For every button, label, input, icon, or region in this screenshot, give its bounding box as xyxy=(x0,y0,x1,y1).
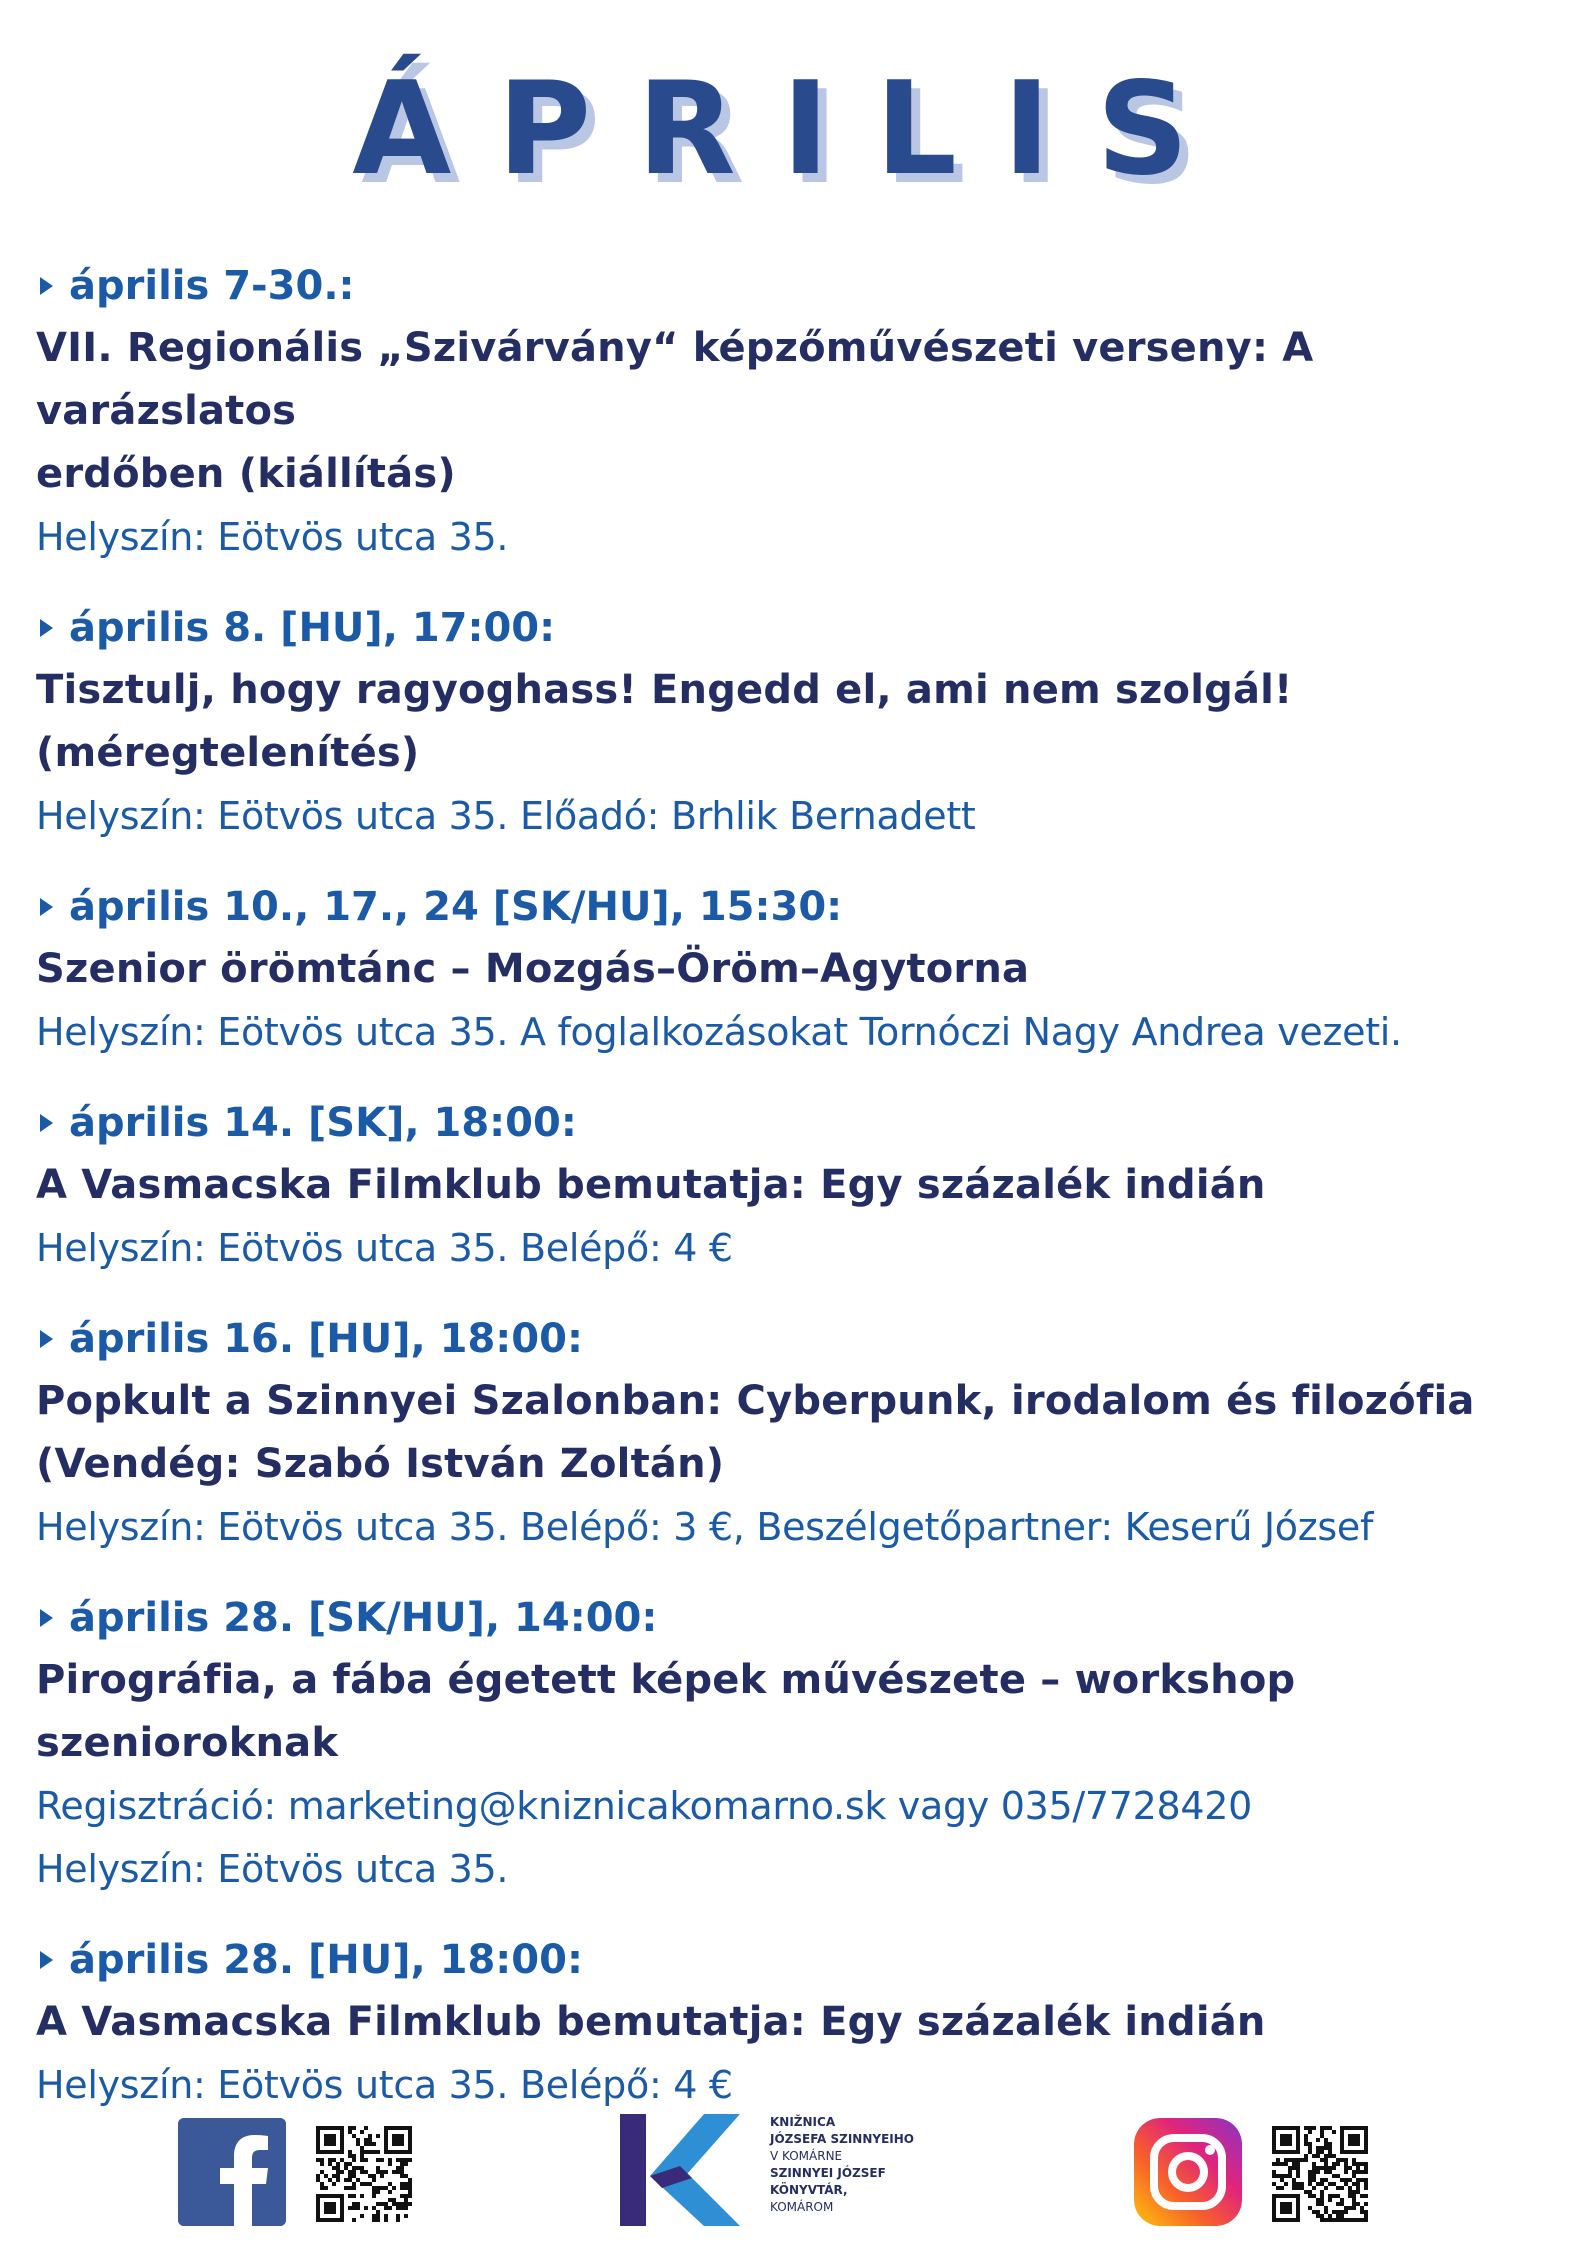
event-date-text: április 14. [SK], 18:00: xyxy=(69,1100,577,1146)
triangle-bullet-icon xyxy=(40,1609,53,1627)
event-date xyxy=(36,1587,1566,1649)
logo-line: KOMÁROM xyxy=(770,2200,834,2214)
event-info: Helyszín: Eötvös utca 35. Előadó: Brhlik Bernadett xyxy=(36,794,976,838)
library-name xyxy=(770,2114,970,2216)
event-title: szenioroknak xyxy=(36,1720,339,1766)
logo-line: JÓZSEFA SZINNYEIHO xyxy=(770,2132,914,2146)
triangle-bullet-icon xyxy=(40,1330,53,1348)
logo-line: KÖNYVTÁR, xyxy=(770,2183,848,2197)
event-info: Helyszín: Eötvös utca 35. Belépő: 4 € xyxy=(36,2063,733,2107)
page-title: ÁPRILIS xyxy=(352,55,1235,204)
event-title: Popkult a Szinnyei Szalonban: Cyberpunk, irodalom és filozófia xyxy=(36,1378,1475,1424)
event-title: (Vendég: Szabó István Zoltán) xyxy=(36,1441,725,1487)
triangle-bullet-icon xyxy=(40,1951,53,1969)
footer xyxy=(0,2110,1587,2230)
logo-line: KNIŽNICA xyxy=(770,2115,836,2129)
event-item xyxy=(36,597,1566,848)
event-date xyxy=(36,255,1566,317)
triangle-bullet-icon xyxy=(40,1114,53,1132)
event-date-text: április 16. [HU], 18:00: xyxy=(69,1316,583,1362)
event-title: Tisztulj, hogy ragyoghass! Engedd el, ami nem szolgál! xyxy=(36,667,1293,713)
triangle-bullet-icon xyxy=(40,898,53,916)
event-item xyxy=(36,876,1566,1064)
event-info: Helyszín: Eötvös utca 35. xyxy=(36,515,509,559)
instagram-icon[interactable] xyxy=(1134,2118,1242,2226)
triangle-bullet-icon xyxy=(40,277,53,295)
event-date-text: április 7-30.: xyxy=(69,263,355,309)
logo-line: SZINNYEI JÓZSEF xyxy=(770,2166,886,2180)
event-date-text: április 28. [SK/HU], 14:00: xyxy=(69,1595,658,1641)
logo-line: V KOMÁRNE xyxy=(770,2149,843,2163)
event-list xyxy=(36,255,1566,2145)
event-date-text: április 28. [HU], 18:00: xyxy=(69,1937,583,1983)
event-date xyxy=(36,597,1566,659)
event-title: erdőben (kiállítás) xyxy=(36,451,456,497)
event-date xyxy=(36,1092,1566,1154)
event-info: Helyszín: Eötvös utca 35. xyxy=(36,1847,509,1891)
triangle-bullet-icon xyxy=(40,619,53,637)
event-title: Szenior örömtánc – Mozgás–Öröm–Agytorna xyxy=(36,946,1030,992)
event-date xyxy=(36,876,1566,938)
library-k-logo xyxy=(620,2114,760,2226)
event-date xyxy=(36,1308,1566,1370)
event-item xyxy=(36,255,1566,569)
event-info: Helyszín: Eötvös utca 35. Belépő: 3 €, Beszélgetőpartner: Keserű József xyxy=(36,1505,1374,1549)
event-item xyxy=(36,1092,1566,1280)
event-info: Regisztráció: marketing@kniznicakomarno.sk vagy 035/7728420 xyxy=(36,1784,1253,1828)
qr-code-instagram xyxy=(1272,2126,1368,2222)
event-item xyxy=(36,1587,1566,1901)
event-title: (méregtelenítés) xyxy=(36,730,420,776)
event-date-text: április 8. [HU], 17:00: xyxy=(69,605,556,651)
event-title: A Vasmacska Filmklub bemutatja: Egy százalék indián xyxy=(36,1162,1266,1208)
event-title: Pirográfia, a fába égetett képek művészete – workshop xyxy=(36,1657,1296,1703)
event-title: VII. Regionális „Szivárvány“ képzőművészeti verseny: A varázslatos xyxy=(36,325,1314,434)
event-date xyxy=(36,1929,1566,1991)
event-item xyxy=(36,1929,1566,2117)
event-title: A Vasmacska Filmklub bemutatja: Egy százalék indián xyxy=(36,1999,1266,2045)
event-info: Helyszín: Eötvös utca 35. Belépő: 4 € xyxy=(36,1226,733,1270)
event-info: Helyszín: Eötvös utca 35. A foglalkozásokat Tornóczi Nagy Andrea vezeti. xyxy=(36,1010,1402,1054)
qr-code-facebook xyxy=(316,2126,412,2222)
event-item xyxy=(36,1308,1566,1559)
event-date-text: április 10., 17., 24 [SK/HU], 15:30: xyxy=(69,884,843,930)
facebook-icon[interactable] xyxy=(178,2118,286,2226)
